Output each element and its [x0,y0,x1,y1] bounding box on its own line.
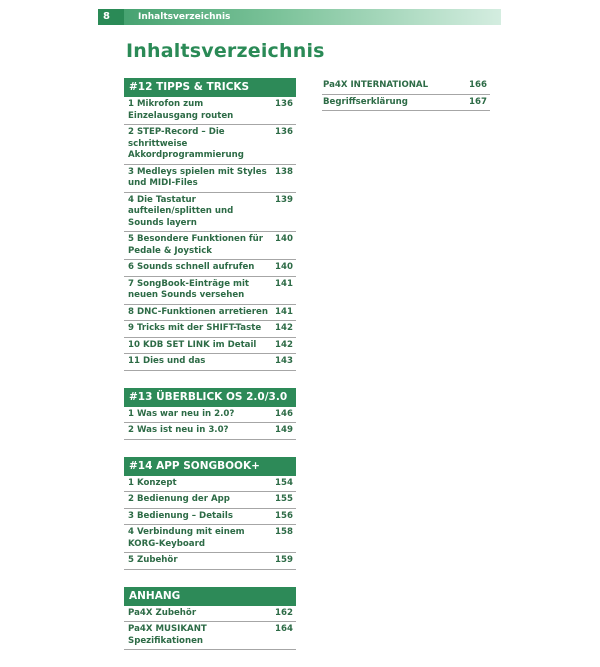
entry-label: Pa4X Zubehör [128,607,197,618]
entry-page: 141 [275,306,293,317]
toc-entry[interactable] [124,305,296,322]
entry-label: 5 Besondere Funktionen für Pedale & Joystick [128,234,264,256]
entry-page: 158 [275,527,293,537]
toc-entry[interactable] [124,125,296,165]
entry-label: 2 Bedienung der App [128,494,230,504]
toc-entry[interactable] [124,277,296,305]
entry-label: 7 SongBook-Einträge mit neuen Sounds versehen [128,278,250,300]
entry-page: 142 [275,323,293,333]
entry-page: 156 [275,510,293,521]
toc-section [124,78,296,371]
entry-page: 159 [275,555,293,565]
toc-entry[interactable] [124,476,296,493]
entry-page: 142 [275,339,293,350]
entry-label: 11 Dies und das [128,356,206,366]
toc-entry[interactable] [124,97,296,125]
running-title: Inhaltsverzeichnis [138,12,231,22]
entry-page: 154 [275,477,293,488]
entry-label: 2 Was ist neu in 3.0? [128,425,229,435]
toc-left-column [124,78,296,667]
toc-entry[interactable] [124,492,296,509]
toc-entry[interactable] [124,260,296,277]
entry-label: 1 Was war neu in 2.0? [128,408,235,419]
entry-label: Pa4X MUSIKANT Spezifikationen [128,624,207,646]
entry-label: 4 Verbindung mit einem KORG-Keyboard [128,527,245,549]
entry-page: 139 [275,194,293,205]
entry-page: 155 [275,494,293,504]
entry-page: 140 [275,234,293,244]
toc-entry[interactable] [124,165,296,193]
toc-entry[interactable] [124,606,296,623]
section-heading: #13 ÜBERBLICK OS 2.0/3.0 [124,388,296,407]
toc-entry[interactable] [124,232,296,260]
toc-entry[interactable] [124,509,296,526]
entry-page: 164 [275,624,293,634]
entry-label: Pa4X INTERNATIONAL [323,80,429,90]
entry-page: 136 [275,127,293,137]
entry-label: 9 Tricks mit der SHIFT-Taste [128,323,262,333]
entry-page: 140 [275,262,293,272]
entry-label: 10 KDB SET LINK im Detail [128,339,257,350]
entry-page: 166 [469,80,487,90]
toc-entry[interactable] [124,553,296,570]
toc-section [124,587,296,651]
entry-label: 8 DNC-Funktionen arretieren [128,306,268,317]
toc-entry[interactable] [124,354,296,371]
section-heading: #12 TIPPS & TRICKS [124,78,296,97]
entry-label: 3 Bedienung – Details [128,510,233,521]
entry-label: 4 Die Tastatur aufteilen/splitten und Sounds layern [128,194,234,228]
entry-label: 1 Mikrofon zum Einzelausgang routen [128,99,234,121]
entry-page: 146 [275,408,293,419]
entry-label: 3 Medleys spielen mit Styles und MIDI-Files [128,166,267,188]
page-title: Inhaltsverzeichnis [126,40,325,62]
entry-label: 6 Sounds schnell aufrufen [128,262,255,272]
entry-page: 167 [469,96,487,107]
toc-entry[interactable] [124,622,296,650]
entry-page: 143 [275,356,293,366]
page-number: 8 [98,9,124,25]
toc-right-column [322,78,490,111]
toc-section [124,457,296,570]
section-heading: #14 APP SONGBOOK+ [124,457,296,476]
entry-label: 2 STEP-Record – Die schrittweise Akkordprogrammierung [128,127,244,160]
entry-page: 141 [275,278,293,289]
section-heading: ANHANG [124,587,296,606]
toc-entry[interactable] [322,95,490,112]
entry-page: 149 [275,425,293,435]
toc-entry[interactable] [124,193,296,233]
toc-entry[interactable] [124,407,296,424]
entry-page: 138 [275,166,293,177]
toc-section [124,388,296,440]
toc-entry[interactable] [124,423,296,440]
entry-label: 5 Zubehör [128,555,178,565]
toc-entry[interactable] [124,338,296,355]
entry-label: Begriffserklärung [323,96,408,107]
toc-entry[interactable] [322,78,490,95]
toc-entry[interactable] [124,525,296,553]
entry-page: 162 [275,607,293,618]
toc-entry[interactable] [124,321,296,338]
entry-page: 136 [275,99,293,109]
entry-label: 1 Konzept [128,477,177,488]
